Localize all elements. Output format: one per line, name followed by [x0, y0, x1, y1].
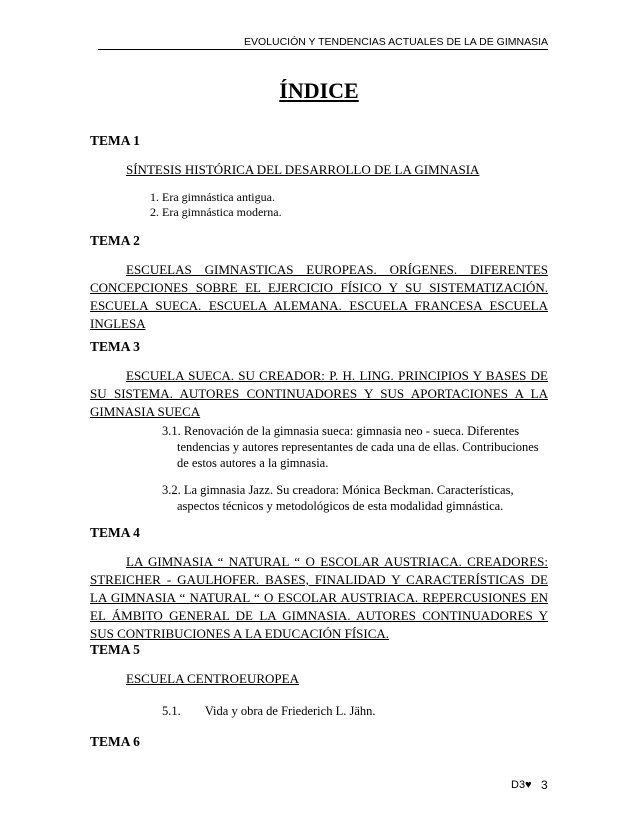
- tema-3-text: ESCUELA SUECA. SU CREADOR: P. H. LING. PRINCIPIOS Y BASES DE SU SISTEMA. AUTORES CONTINUADORES Y SUS APORTACIONES A LA GIMNASIA SUECA: [90, 368, 548, 419]
- tema-1-label: TEMA 1: [90, 133, 140, 148]
- tema-5-subtitle: ESCUELA CENTROEUROPEA: [126, 671, 299, 686]
- tema-5-item-1: [162, 703, 548, 719]
- tema-5-label: TEMA 5: [90, 642, 140, 657]
- running-header: [98, 36, 548, 50]
- tema-3-item-1: [162, 423, 548, 471]
- tema-3-item-1-rest: tendencias y autores representantes de cada una de ellas. Contribuciones de estos autores a la gimnasia.: [177, 440, 539, 470]
- tema-5-item-text: Vida y obra de Friederich L. Jähn.: [204, 704, 376, 718]
- tema-3-label: TEMA 3: [90, 339, 140, 354]
- page-number: 3: [541, 778, 548, 792]
- tema-4-paragraph: [90, 553, 548, 643]
- footer-label: D3♥: [511, 779, 532, 791]
- tema-2-label: TEMA 2: [90, 233, 140, 248]
- tema-3-item-2-first: 3.2. La gimnasia Jazz. Su creadora: Mónica Beckman. Características,: [162, 483, 514, 497]
- list-item: 2. Era gimnástica moderna.: [150, 205, 282, 219]
- tema-1-subtitle: SÍNTESIS HISTÓRICA DEL DESARROLLO DE LA GIMNASIA: [126, 162, 480, 177]
- tema-3-item-2-rest: aspectos técnicos y metodológicos de esta modalidad gimnástica.: [177, 499, 504, 513]
- tema-3-item-1-first: 3.1. Renovación de la gimnasia sueca: gimnasia neo - sueca. Diferentes: [162, 424, 520, 438]
- tema-2-paragraph: [90, 261, 548, 333]
- page-title: ÍNDICE: [279, 78, 359, 103]
- tema-4-text: LA GIMNASIA “ NATURAL “ O ESCOLAR AUSTRIACA. CREADORES: STREICHER - GAULHOFER. BASES, FINALIDAD Y CARACTERÍSTICAS DE LA GIMNASIA “ NATURAL “ O ESCOLAR AUSTRIACA. REPERCUSIONES EN EL ÁMBITO GENERAL DE LA GIMNASIA. AUTORES CONTINUADORES Y SUS CONTRIBUCIONES A LA EDUCACIÓN FÍSICA.: [90, 554, 548, 641]
- tema-3-item-2: [162, 482, 548, 514]
- list-item: 1. Era gimnástica antigua.: [150, 190, 275, 204]
- tema-3-paragraph: [90, 367, 548, 421]
- tema-2-text: ESCUELAS GIMNASTICAS EUROPEAS. ORÍGENES. DIFERENTES CONCEPCIONES SOBRE EL EJERCICIO FÍSICO Y SU SISTEMATIZACIÓN. ESCUELA SUECA. ESCUELA ALEMANA. ESCUELA FRANCESA ESCUELA INGLESA: [90, 262, 548, 331]
- tema-1-list: [150, 190, 282, 220]
- tema-6-label: TEMA 6: [90, 734, 140, 749]
- tema-4-label: TEMA 4: [90, 525, 140, 540]
- running-title: EVOLUCIÓN Y TENDENCIAS ACTUALES DE LA DE GIMNASIA: [243, 36, 548, 48]
- tema-5-item-num: 5.1.: [162, 704, 181, 718]
